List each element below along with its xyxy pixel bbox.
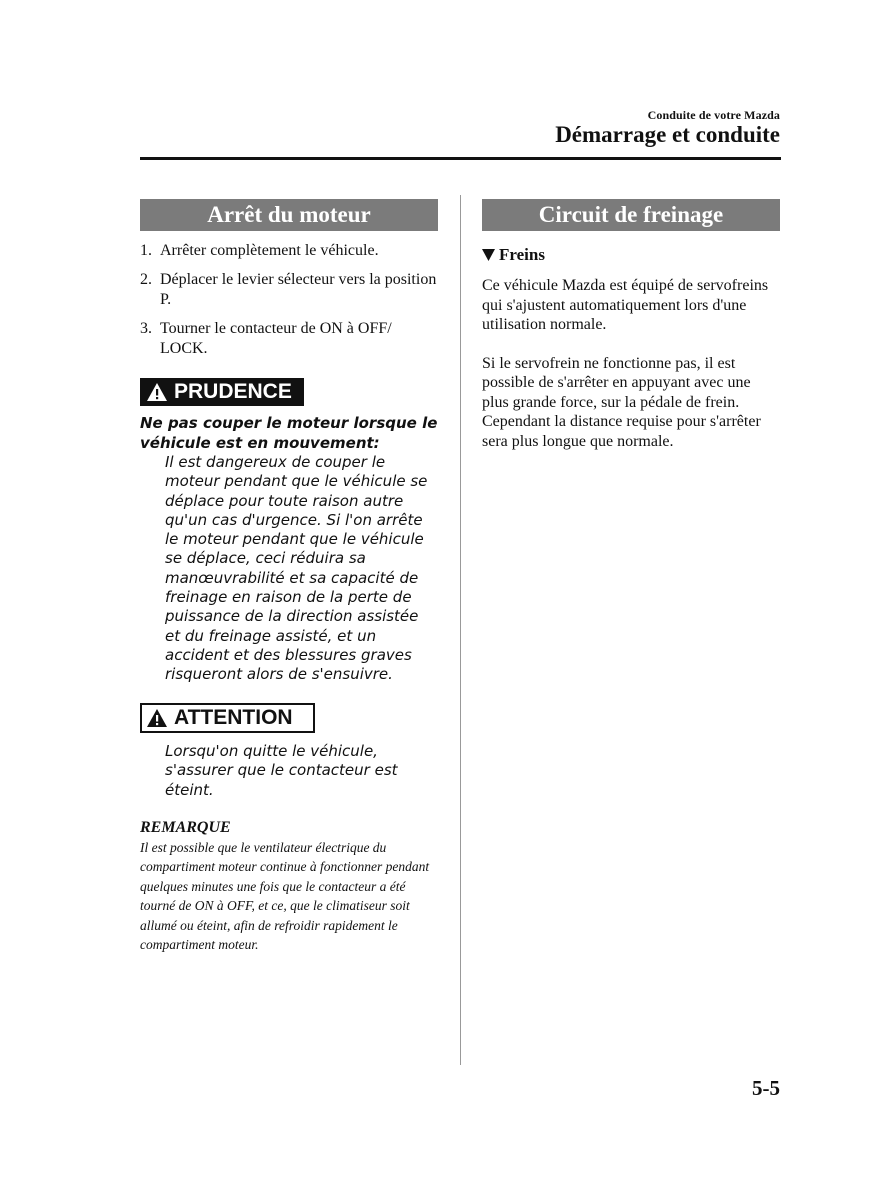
left-column (140, 199, 438, 955)
remark-title: REMARQUE (140, 819, 231, 837)
running-header-subtitle: Conduite de votre Mazda (647, 108, 780, 122)
subheading-brakes (482, 245, 780, 265)
remark-body-text: Il est possible que le ventilateur électrique du compartiment moteur continue à fonctionner pendant quelques minutes une fois que le contacteur a été tourné de ON à OFF, et ce, que le climatiseur soit allumé ou éteint, afin de refroidir rapidement le compartiment moteur. (140, 840, 430, 953)
step-text: Arrêter complètement le véhicule. (160, 242, 379, 259)
step-text: Tourner le contacteur de ON à OFF/ LOCK. (160, 320, 392, 357)
section-title-braking-system: Circuit de freinage (482, 199, 780, 231)
paragraph: Si le servofrein ne fonctionne pas, il est possible de s'arrêter en appuyant avec une plus grande force, sur la pédale de frein. Cependant la distance requise pour s'arrêter sera plus longue que normale. (482, 354, 761, 450)
step-text: Déplacer le levier sélecteur vers la position P. (160, 271, 437, 308)
steps-list (140, 241, 438, 359)
section-title-engine-stop: Arrêt du moteur (140, 199, 438, 231)
triangle-down-icon (482, 249, 495, 261)
warning-triangle-icon (146, 382, 168, 402)
step-number: 3. (140, 320, 152, 337)
list-item (140, 241, 438, 261)
caution-badge (140, 378, 304, 406)
step-number: 2. (140, 271, 152, 288)
right-column (482, 199, 780, 451)
subheading-label: Freins (499, 245, 545, 264)
page-number: 5-5 (752, 1076, 780, 1100)
running-header-title: Démarrage et conduite (555, 122, 780, 147)
attention-badge (140, 703, 315, 733)
column-divider (460, 195, 461, 1065)
list-item (140, 270, 438, 310)
caution-label: PRUDENCE (174, 380, 292, 403)
paragraph: Ce véhicule Mazda est équipé de servofreins qui s'ajustent automatiquement lors d'une utilisation normale. (482, 277, 769, 333)
attention-label: ATTENTION (174, 705, 293, 729)
caution-body-text: Il est dangereux de couper le moteur pendant que le véhicule se déplace pour toute raison autre qu'un cas d'urgence. Si l'on arrête le moteur pendant que le véhicule se déplace, ceci réduira sa manœuvrabilité et sa capacité de freinage en raison de la perte de puissance de la direction assistée et du freinage assisté, et un accident et des blessures graves risqueront alors de s'ensuivre. (165, 453, 428, 684)
header-rule (140, 157, 781, 160)
list-item (140, 319, 438, 359)
attention-body-text: Lorsqu'on quitte le véhicule, s'assurer que le contacteur est éteint. (165, 741, 398, 799)
step-number: 1. (140, 242, 152, 259)
caution-lead-text: Ne pas couper le moteur lorsque le véhicule est en mouvement: (140, 414, 438, 452)
warning-triangle-icon (146, 708, 168, 728)
